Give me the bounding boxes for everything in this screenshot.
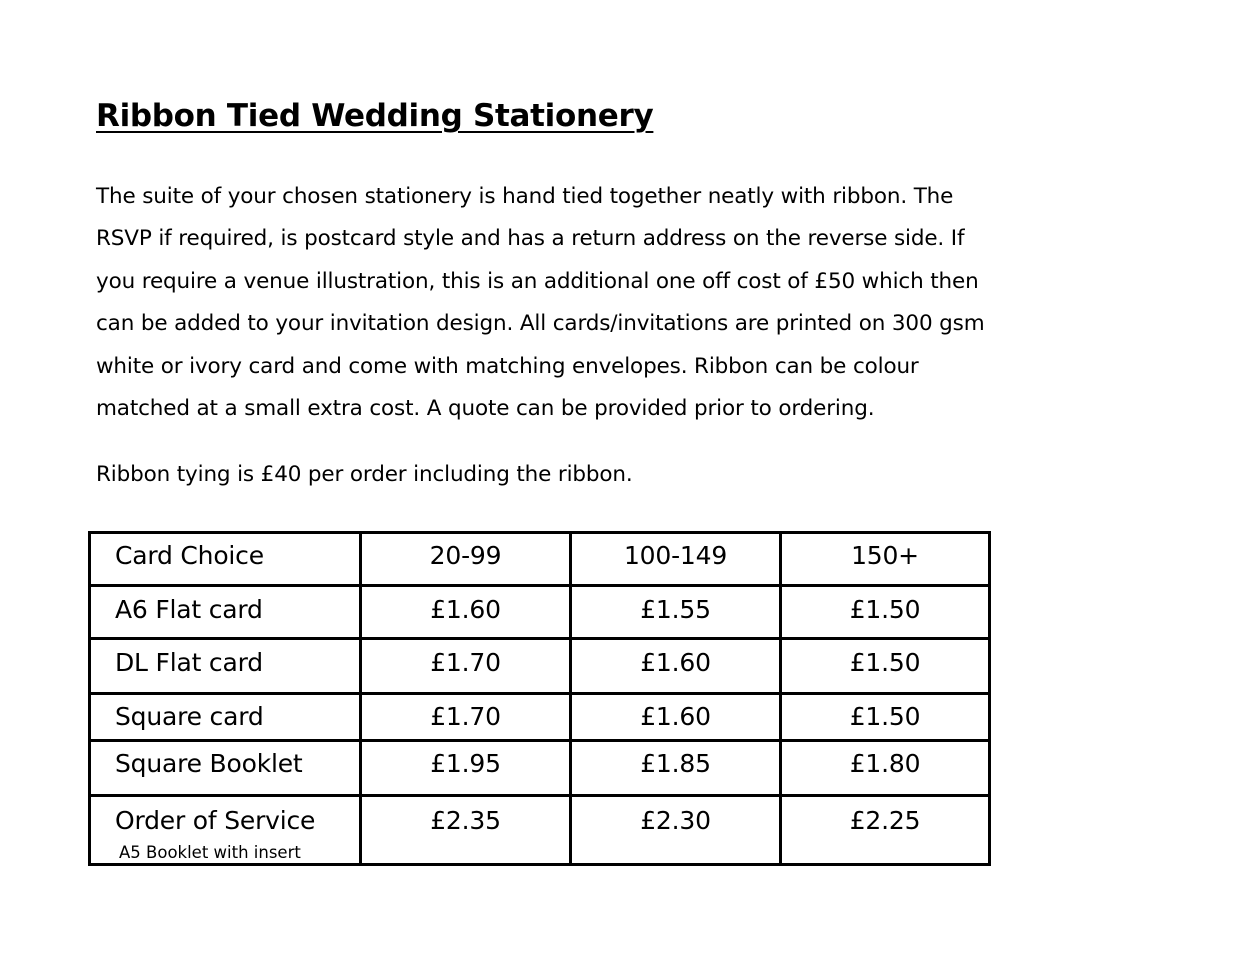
price-cell: £1.60 — [361, 586, 571, 639]
header-qty-100-149: 100-149 — [571, 533, 781, 586]
price-cell: £1.80 — [781, 741, 990, 796]
table-row — [90, 796, 990, 865]
price-cell: £1.60 — [571, 639, 781, 694]
intro-line: The suite of your chosen stationery is hand tied together neatly with ribbon. The — [96, 184, 954, 209]
header-qty-20-99: 20-99 — [361, 533, 571, 586]
page-title: Ribbon Tied Wedding Stationery — [96, 98, 654, 134]
card-subtitle: A5 Booklet with insert — [119, 843, 301, 862]
card-name-cell: Square Booklet — [90, 741, 361, 796]
card-name-cell: A6 Flat card — [90, 586, 361, 639]
price-cell: £1.55 — [571, 586, 781, 639]
header-qty-150-plus: 150+ — [781, 533, 990, 586]
ribbon-tying-note: Ribbon tying is £40 per order including the ribbon. — [96, 462, 633, 487]
price-cell: £2.35 — [361, 796, 571, 865]
price-cell: £1.70 — [361, 694, 571, 741]
price-cell: £1.50 — [781, 694, 990, 741]
intro-line: you require a venue illustration, this is an additional one off cost of £50 which then — [96, 268, 979, 294]
card-name-cell: Order of Service A5 Booklet with insert — [90, 796, 361, 865]
intro-line: white or ivory card and come with matching envelopes. Ribbon can be colour — [96, 353, 919, 379]
card-name-cell: Square card — [90, 694, 361, 741]
price-cell: £1.85 — [571, 741, 781, 796]
card-name-cell: DL Flat card — [90, 639, 361, 694]
table-row — [90, 741, 990, 796]
price-cell: £1.95 — [361, 741, 571, 796]
table-row — [90, 694, 990, 741]
intro-line: can be added to your invitation design. All cards/invitations are printed on 300 gsm — [96, 311, 985, 337]
intro-line: RSVP if required, is postcard style and has a return address on the reverse side. If — [96, 226, 965, 252]
price-cell: £1.70 — [361, 639, 571, 694]
price-cell: £1.60 — [571, 694, 781, 741]
price-table — [88, 531, 991, 866]
intro-line: matched at a small extra cost. A quote can be provided prior to ordering. — [96, 396, 875, 422]
table-row — [90, 586, 990, 639]
price-cell: £1.50 — [781, 639, 990, 694]
price-cell: £1.50 — [781, 586, 990, 639]
intro-paragraph — [96, 176, 1106, 430]
price-cell: £2.30 — [571, 796, 781, 865]
table-row — [90, 639, 990, 694]
price-cell: £2.25 — [781, 796, 990, 865]
table-header-row — [90, 533, 990, 586]
header-card-choice: Card Choice — [90, 533, 361, 586]
